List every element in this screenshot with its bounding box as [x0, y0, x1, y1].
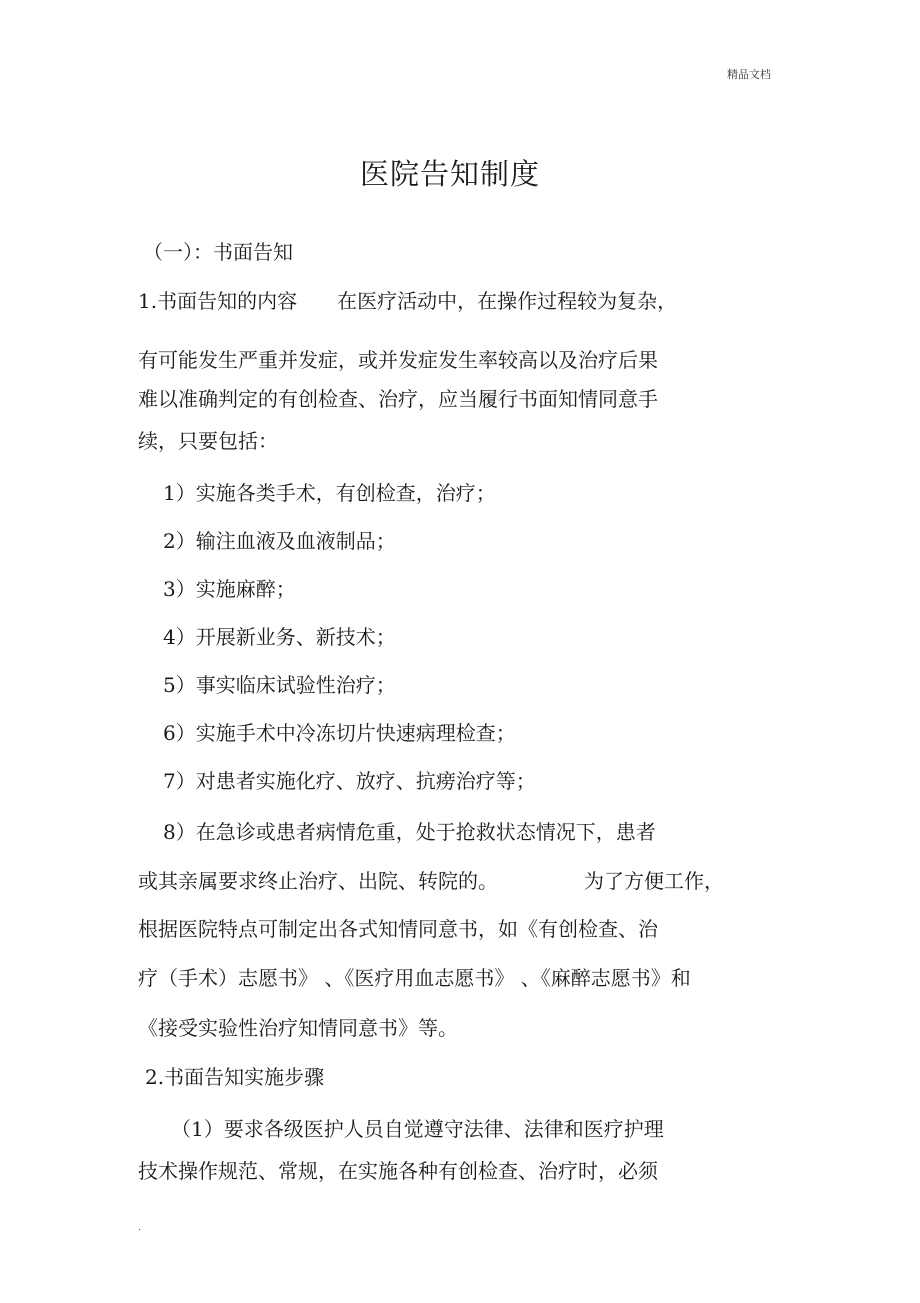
watermark-header: 精品文档 [727, 68, 771, 81]
list-item: 2）输注血液及血液制品； [163, 529, 396, 553]
list-item: 5）事实临床试验性治疗； [163, 673, 396, 697]
list-item: 6）实施手术中冷冻切片快速病理检查； [163, 721, 516, 745]
paragraph-line-3: 难以准确判定的有创检查、治疗，应当履行书面知情同意手 [138, 387, 658, 411]
paragraph-line-10: 技术操作规范、常规，在实施各种有创检查、治疗时，必须 [138, 1159, 658, 1183]
paragraph-text: 为了方便工作， [584, 869, 724, 893]
paragraph-line-9: （1）要求各级医护人员自觉遵守法律、法律和医疗护理 [171, 1117, 664, 1141]
footer-dot: . [138, 1222, 142, 1233]
paragraph-line-2: 有可能发生严重并发症，或并发症发生率较高以及治疗后果 [138, 348, 658, 372]
paragraph-line-4: 续，只要包括： [138, 429, 278, 453]
paragraph-line-8: 《接受实验性治疗知情同意书》等。 [138, 1016, 458, 1040]
paragraph-line-1 [138, 285, 677, 314]
paragraph-line-5 [138, 865, 724, 894]
paragraph-text: 或其亲属要求终止治疗、出院、转院的。 [138, 869, 498, 893]
content-subheading: 1.书面告知的内容 [138, 289, 298, 313]
list-item: 8）在急诊或患者病情危重，处于抢救状态情况下，患者 [163, 820, 656, 844]
document-title: 医院告知制度 [359, 157, 540, 191]
list-item: 1）实施各类手术，有创检查，治疗； [163, 481, 496, 505]
paragraph-line-7: 疗（手术）志愿书》 、《医疗用血志愿书》 、《麻醉志愿书》和 [138, 966, 691, 990]
list-item: 7）对患者实施化疗、放疗、抗痨治疗等； [163, 769, 536, 793]
list-item: 3）实施麻醉； [163, 577, 296, 601]
section-heading-implementation-steps: 2.书面告知实施步骤 [145, 1065, 325, 1089]
paragraph-line-6: 根据医院特点可制定出各式知情同意书，如《有创检查、治 [138, 917, 658, 941]
section-heading-written-notice: （一）：书面告知 [143, 240, 293, 264]
list-item: 4）开展新业务、新技术； [163, 625, 396, 649]
paragraph-text: 在医疗活动中，在操作过程较为复杂， [337, 289, 678, 313]
